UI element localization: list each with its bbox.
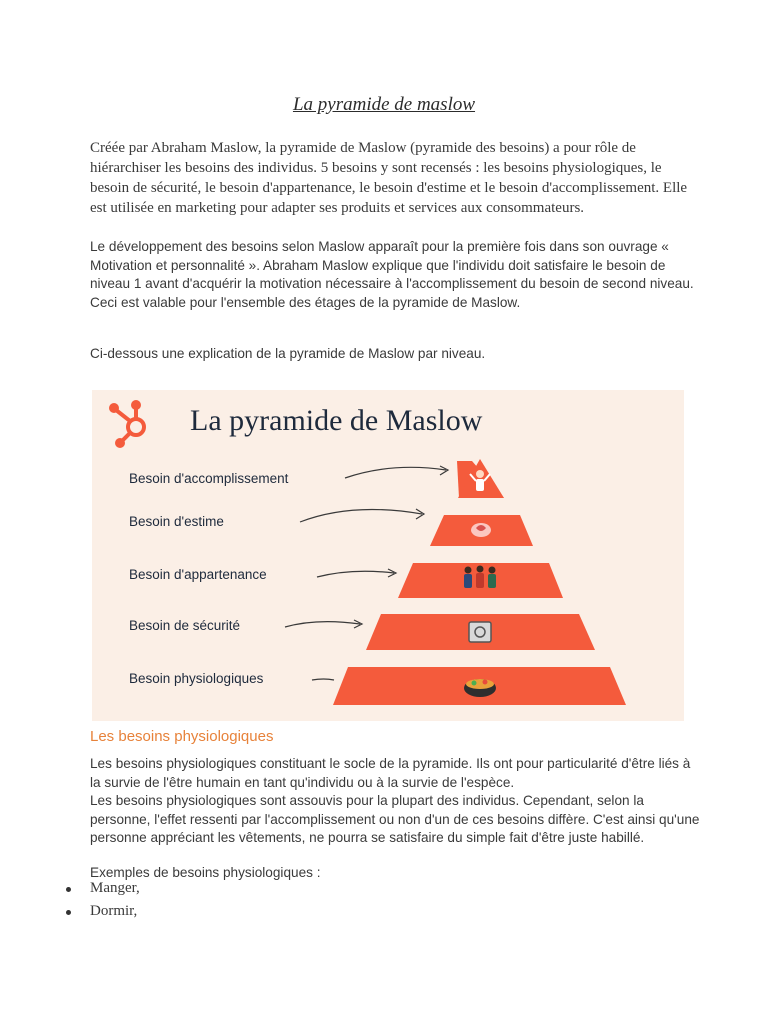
level-label-accomplissement: Besoin d'accomplissement (129, 471, 289, 486)
maslow-pyramid-svg (92, 390, 684, 721)
examples-intro: Exemples de besoins physiologiques : (90, 865, 321, 880)
level-label-physiologiques: Besoin physiologiques (129, 671, 264, 686)
food-bowl-icon (464, 679, 496, 697)
list-item-text: Manger, (90, 880, 140, 896)
bullet-dot (66, 887, 71, 892)
safe-icon (469, 622, 491, 642)
level-label-appartenance: Besoin d'appartenance (129, 567, 267, 582)
heart-hands-icon (471, 523, 491, 537)
arrow-accomplissement (345, 467, 446, 478)
arrowhead-accomplissement (440, 466, 448, 475)
bullet-dot (66, 910, 71, 915)
intro-paragraph: Créée par Abraham Maslow, la pyramide de Maslow (pyramide des besoins) a pour rôle de hiérarchiser les besoins des individus. 5 besoins y sont recensés : les besoins physiologiques, le besoin de sécurité, le besoin d'appartenance, le besoin d'estime et le besoin d'accomplissement. Elle est utilisée en marketing pour adapter ses produits et services aux consommateurs. (90, 140, 688, 216)
section-heading: Les besoins physiologiques (90, 728, 274, 745)
arrow-securite (285, 622, 360, 627)
development-paragraph: Le développement des besoins selon Maslow apparaît pour la première fois dans son ouvrage « Motivation et personnalité ». Abraham Maslow explique que l'individu doit satisfaire le besoin de niveau 1 avant d'acquérir la motivation nécessaire à l'accomplissement du besoin de second niveau. Ceci est valable pour l'ensemble des étages de la pyramide de Maslow. (90, 239, 694, 310)
hubspot-sprocket-icon (111, 402, 144, 446)
infographic-heading: La pyramide de Maslow (190, 404, 483, 437)
section-paragraph-2: Les besoins physiologiques sont assouvis pour la plupart des individus. Cependant, selon la personne, l'effet ressenti par l'accomplissement ou non d'un de ces besoins diffère. C'est ainsi qu'une personne appréciant les vêtements, ne pourra se satisfaire du simple fait d'être juste habillé. (90, 793, 700, 845)
below-paragraph: Ci-dessous une explication de la pyramide de Maslow par niveau. (90, 346, 486, 361)
group-of-people-icon (464, 566, 496, 589)
section-paragraph-1: Les besoins physiologiques constituant le socle de la pyramide. Ils ont pour particularité d'être liés à la survie de l'être humain en tant qu'individu ou à la survie de l'espèce. (90, 756, 691, 790)
arrow-physiologiques (312, 679, 334, 680)
list-item-text: Dormir, (90, 903, 138, 919)
level-label-securite: Besoin de sécurité (129, 618, 241, 633)
document-title: La pyramide de maslow (292, 94, 476, 115)
level-label-estime: Besoin d'estime (129, 514, 224, 529)
maslow-infographic (92, 390, 684, 721)
arrow-estime (300, 510, 422, 523)
arrow-appartenance (317, 571, 394, 577)
